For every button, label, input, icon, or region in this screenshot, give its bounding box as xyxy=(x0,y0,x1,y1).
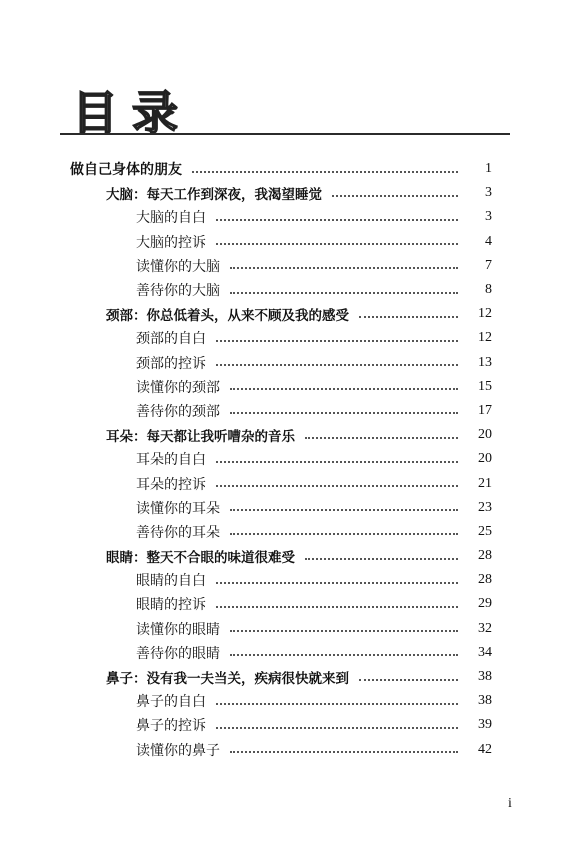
toc-section-entry[interactable] xyxy=(70,592,492,616)
dot-leader xyxy=(230,291,458,294)
toc-entry-label: 眼睛：整天不合眼的味道很难受 xyxy=(106,550,295,567)
toc-entry-label: 读懂你的鼻子 xyxy=(136,742,220,759)
toc-entry-label: 读懂你的耳朵 xyxy=(136,500,220,517)
toc-entry-page: 4 xyxy=(485,233,492,249)
toc-entry-label: 鼻子：没有我一夫当关，疾病很快就来到 xyxy=(106,671,349,688)
toc-chapter-entry[interactable] xyxy=(70,665,492,689)
toc-entry-label: 读懂你的颈部 xyxy=(136,379,220,396)
dot-leader xyxy=(359,678,458,681)
dot-leader xyxy=(216,702,458,705)
dot-leader xyxy=(216,218,458,221)
dot-leader xyxy=(216,605,458,608)
dot-leader xyxy=(216,242,458,245)
dot-leader xyxy=(230,653,458,656)
toc-section-entry[interactable] xyxy=(70,568,492,592)
toc-entry-page: 38 xyxy=(478,669,492,685)
toc-entry-label: 做自己身体的朋友 xyxy=(70,162,182,179)
toc-entry-label: 鼻子的自白 xyxy=(136,694,206,711)
toc-section-entry[interactable] xyxy=(70,641,492,665)
toc-entry-page: 29 xyxy=(478,596,492,612)
toc-chapter-entry[interactable] xyxy=(70,302,492,326)
toc-section-entry[interactable] xyxy=(70,230,492,254)
dot-leader xyxy=(230,750,458,753)
dot-leader xyxy=(230,266,458,269)
toc-entry-label: 读懂你的大脑 xyxy=(136,258,220,275)
table-of-contents xyxy=(70,157,492,762)
dot-leader xyxy=(216,726,458,729)
toc-section-entry[interactable] xyxy=(70,205,492,229)
toc-entry-page: 8 xyxy=(485,282,492,298)
title-char-2: 录 xyxy=(132,86,178,140)
toc-entry-page: 21 xyxy=(478,475,492,491)
toc-entry-page: 23 xyxy=(478,499,492,515)
toc-section-entry[interactable] xyxy=(70,375,492,399)
toc-section-entry[interactable] xyxy=(70,738,492,762)
dot-leader xyxy=(216,339,458,342)
toc-section-entry[interactable] xyxy=(70,399,492,423)
toc-entry-page: 20 xyxy=(478,451,492,467)
toc-section-entry[interactable] xyxy=(70,351,492,375)
dot-leader xyxy=(230,532,458,535)
dot-leader xyxy=(359,315,458,318)
toc-entry-page: 20 xyxy=(478,427,492,443)
dot-leader xyxy=(230,629,458,632)
dot-leader xyxy=(332,194,458,197)
dot-leader xyxy=(216,460,458,463)
toc-entry-label: 眼睛的自白 xyxy=(136,573,206,590)
toc-entry-page: 12 xyxy=(478,306,492,322)
dot-leader xyxy=(216,581,458,584)
toc-entry-page: 32 xyxy=(478,620,492,636)
toc-entry-page: 42 xyxy=(478,741,492,757)
toc-section-entry[interactable] xyxy=(70,496,492,520)
toc-entry-page: 25 xyxy=(478,523,492,539)
toc-entry-label: 眼睛的控诉 xyxy=(136,597,206,614)
toc-entry-page: 38 xyxy=(478,693,492,709)
toc-part-entry[interactable] xyxy=(70,157,492,181)
dot-leader xyxy=(230,387,458,390)
page-number: i xyxy=(508,796,512,811)
toc-entry-page: 7 xyxy=(485,257,492,273)
toc-section-entry[interactable] xyxy=(70,447,492,471)
toc-entry-label: 善待你的颈部 xyxy=(136,403,220,420)
dot-leader xyxy=(192,170,458,173)
toc-section-entry[interactable] xyxy=(70,713,492,737)
toc-entry-label: 耳朵的控诉 xyxy=(136,476,206,493)
toc-entry-label: 善待你的眼睛 xyxy=(136,645,220,662)
toc-entry-label: 读懂你的眼睛 xyxy=(136,621,220,638)
toc-entry-page: 39 xyxy=(478,717,492,733)
toc-entry-page: 1 xyxy=(485,161,492,177)
toc-chapter-entry[interactable] xyxy=(70,544,492,568)
dot-leader xyxy=(230,508,458,511)
dot-leader xyxy=(230,411,458,414)
toc-entry-page: 3 xyxy=(485,185,492,201)
page-title xyxy=(72,86,178,140)
toc-entry-label: 鼻子的控诉 xyxy=(136,718,206,735)
title-rule xyxy=(60,133,510,135)
toc-entry-label: 大脑：每天工作到深夜，我渴望睡觉 xyxy=(106,187,322,204)
toc-entry-page: 15 xyxy=(478,378,492,394)
toc-entry-page: 13 xyxy=(478,354,492,370)
toc-entry-label: 颈部：你总低着头，从来不顾及我的感受 xyxy=(106,308,349,325)
toc-section-entry[interactable] xyxy=(70,254,492,278)
toc-chapter-entry[interactable] xyxy=(70,181,492,205)
toc-entry-label: 善待你的大脑 xyxy=(136,283,220,300)
toc-section-entry[interactable] xyxy=(70,278,492,302)
toc-section-entry[interactable] xyxy=(70,617,492,641)
toc-entry-label: 耳朵的自白 xyxy=(136,452,206,469)
toc-entry-page: 12 xyxy=(478,330,492,346)
toc-entry-page: 34 xyxy=(478,644,492,660)
toc-entry-page: 3 xyxy=(485,209,492,225)
toc-entry-label: 大脑的控诉 xyxy=(136,234,206,251)
toc-section-entry[interactable] xyxy=(70,520,492,544)
title-char-1: 目 xyxy=(72,86,118,140)
dot-leader xyxy=(305,557,458,560)
toc-section-entry[interactable] xyxy=(70,689,492,713)
toc-entry-page: 28 xyxy=(478,572,492,588)
toc-entry-label: 颈部的自白 xyxy=(136,331,206,348)
toc-chapter-entry[interactable] xyxy=(70,423,492,447)
toc-entry-page: 28 xyxy=(478,548,492,564)
toc-entry-page: 17 xyxy=(478,402,492,418)
dot-leader xyxy=(216,484,458,487)
toc-section-entry[interactable] xyxy=(70,326,492,350)
toc-entry-label: 耳朵：每天都让我听嘈杂的音乐 xyxy=(106,429,295,446)
dot-leader xyxy=(305,436,458,439)
toc-section-entry[interactable] xyxy=(70,471,492,495)
toc-entry-label: 大脑的自白 xyxy=(136,210,206,227)
toc-entry-label: 颈部的控诉 xyxy=(136,355,206,372)
toc-entry-label: 善待你的耳朵 xyxy=(136,524,220,541)
dot-leader xyxy=(216,363,458,366)
